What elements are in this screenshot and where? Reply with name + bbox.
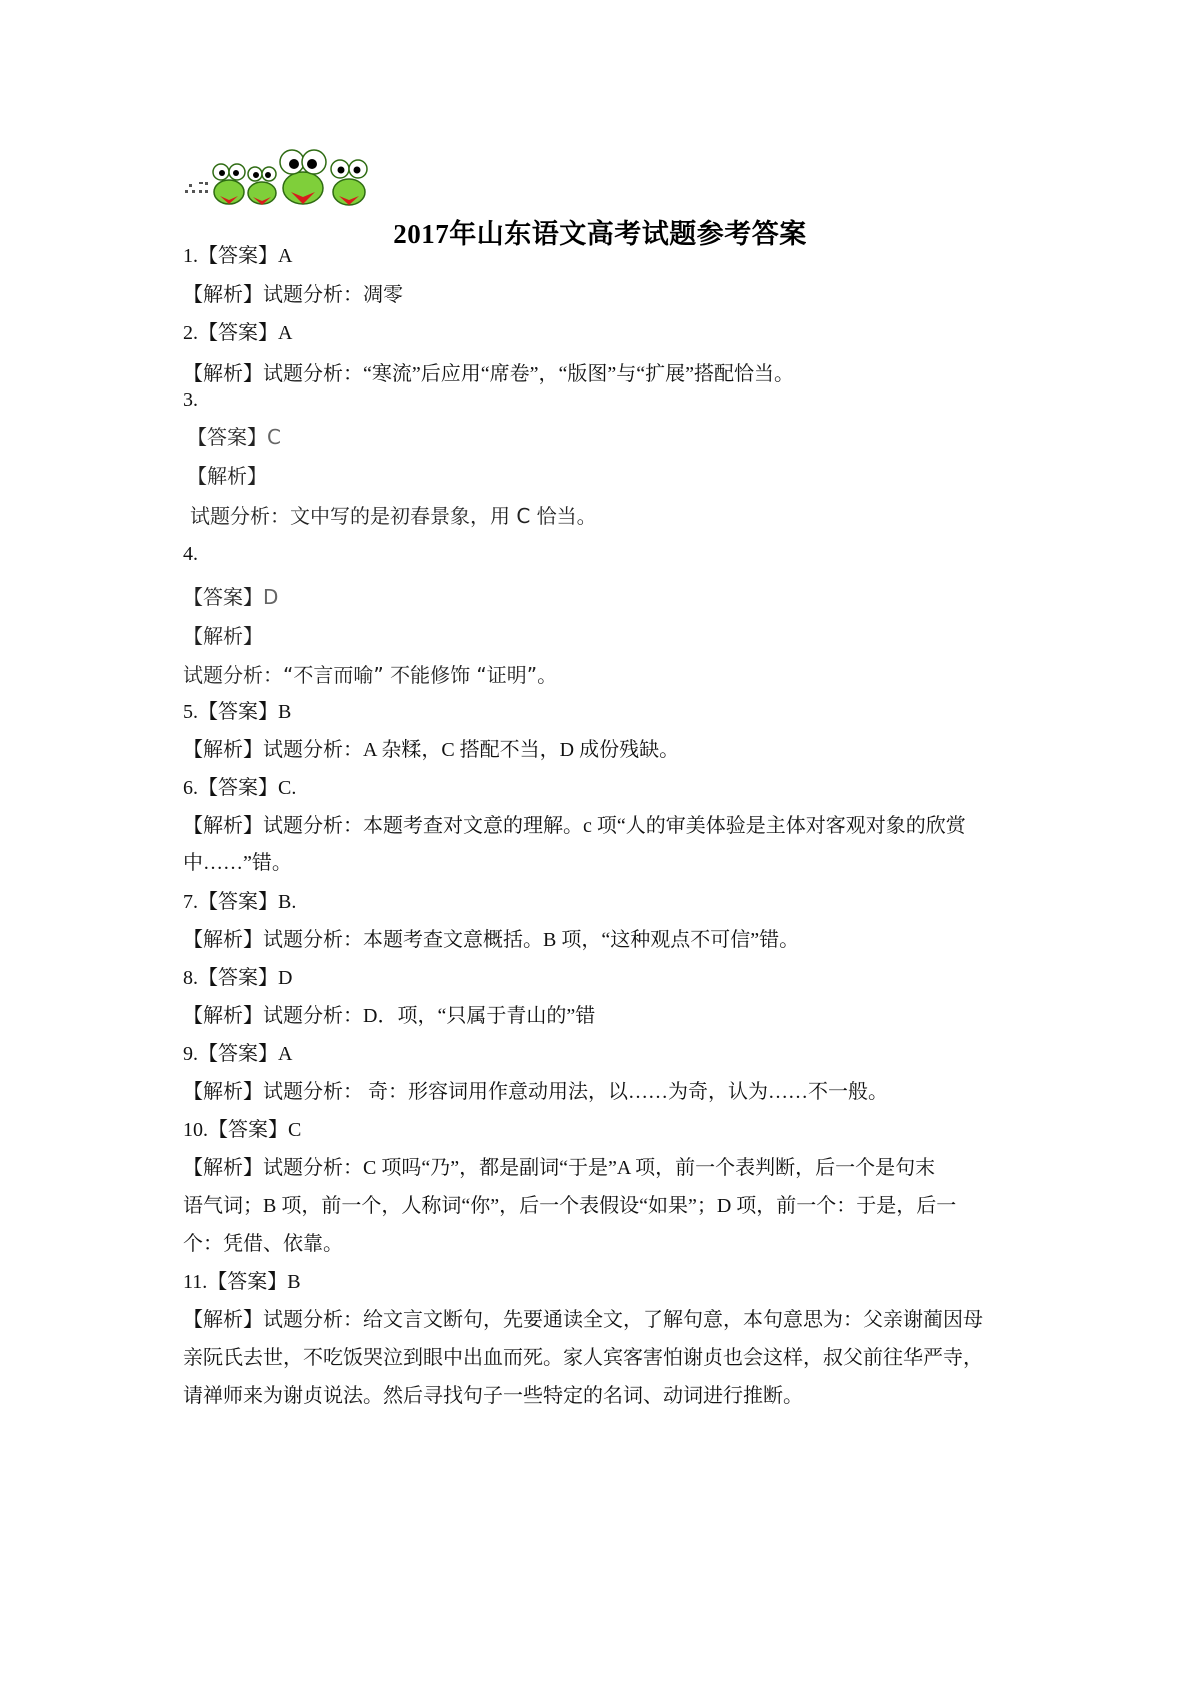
- answer-value: C: [267, 425, 281, 449]
- question-7-analysis: 【解析】试题分析：本题考查文意概括。B 项，“这种观点不可信”错。: [183, 929, 800, 951]
- question-4-analysis: 试题分析：“不言而喻” 不能修饰 “证明”。: [183, 663, 558, 687]
- question-3-analysis-label: 【解析】: [187, 464, 267, 488]
- question-10-analysis-cont-1: 语气词；B 项，前一个，人称词“你”，后一个表假设“如果”；D 项，前一个：于是，后一: [183, 1195, 957, 1217]
- answer-label: 【答案】: [187, 425, 267, 449]
- question-11-answer: 11.【答案】B: [183, 1271, 301, 1293]
- question-9-answer: 9.【答案】A: [183, 1043, 293, 1065]
- answer-value: D: [263, 585, 279, 609]
- question-8-analysis: 【解析】试题分析：D．项，“只属于青山的”错: [183, 1005, 596, 1027]
- question-10-analysis: 【解析】试题分析：C 项吗“乃”，都是副词“于是”A 项，前一个表判断，后一个是句末: [183, 1157, 936, 1179]
- question-5-analysis: 【解析】试题分析：A 杂糅，C 搭配不当，D 成份残缺。: [183, 739, 680, 761]
- question-1-analysis: 【解析】试题分析：凋零: [183, 284, 403, 306]
- question-8-answer: 8.【答案】D: [183, 967, 293, 989]
- question-7-answer: 7.【答案】B.: [183, 891, 297, 913]
- question-2-answer: 2.【答案】A: [183, 322, 293, 344]
- answer-label: 【答案】: [183, 585, 263, 609]
- frog-decoration-icon: [183, 144, 413, 210]
- question-6-answer: 6.【答案】C.: [183, 777, 297, 799]
- question-1-answer: 1.【答案】A: [183, 245, 293, 267]
- question-3-analysis: 试题分析：文中写的是初春景象，用 C 恰当。: [190, 504, 597, 528]
- question-2-analysis: 【解析】试题分析：“寒流”后应用“席卷”，“版图”与“扩展”搭配恰当。: [183, 363, 795, 385]
- question-11-analysis-cont-1: 亲阮氏去世，不吃饭哭泣到眼中出血而死。家人宾客害怕谢贞也会这样，叔父前往华严寺，: [183, 1347, 983, 1369]
- question-11-analysis: 【解析】试题分析：给文言文断句，先要通读全文，了解句意，本句意思为：父亲谢蔺因母: [183, 1309, 983, 1331]
- question-9-analysis: 【解析】试题分析： 奇：形容词用作意动用法，以……为奇，认为……不一般。: [183, 1081, 888, 1103]
- question-3-answer: [187, 424, 281, 450]
- question-4-number: 4.: [183, 543, 198, 565]
- question-3-number: 3.: [183, 389, 198, 411]
- question-10-answer: 10.【答案】C: [183, 1119, 302, 1141]
- question-4-analysis-label: 【解析】: [183, 624, 263, 648]
- question-4-answer: [183, 584, 278, 610]
- question-6-analysis: 【解析】试题分析：本题考查对文意的理解。c 项“人的审美体验是主体对客观对象的欣赏: [183, 815, 966, 837]
- question-6-analysis-cont: 中……”错。: [183, 852, 292, 874]
- question-11-analysis-cont-2: 请禅师来为谢贞说法。然后寻找句子一些特定的名词、动词进行推断。: [183, 1385, 803, 1407]
- question-10-analysis-cont-2: 个：凭借、依靠。: [183, 1233, 343, 1255]
- document-title: 2017年山东语文高考试题参考答案: [393, 219, 807, 249]
- question-5-answer: 5.【答案】B: [183, 701, 292, 723]
